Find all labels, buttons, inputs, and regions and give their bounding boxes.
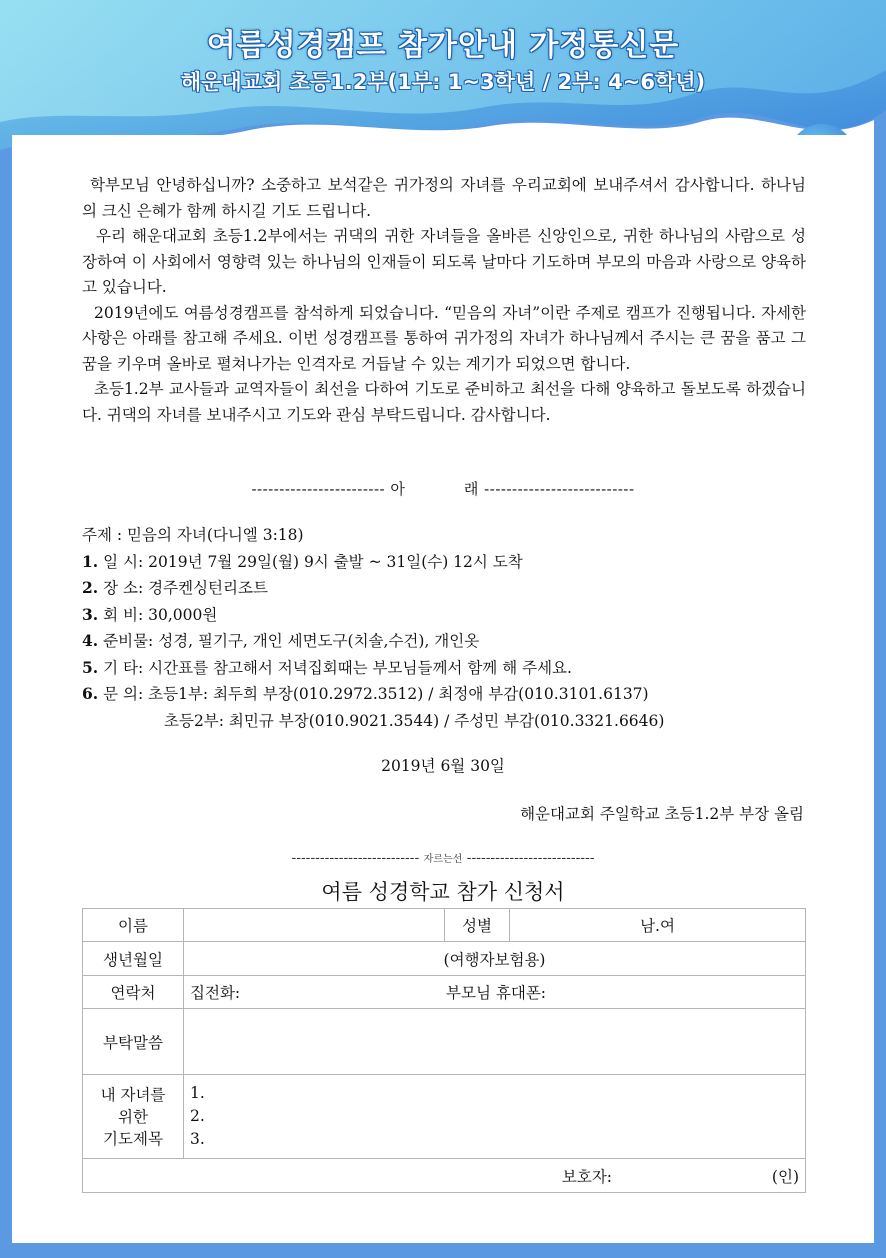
form-row-guardian (83, 1159, 806, 1193)
prayer-field[interactable] (184, 1075, 806, 1159)
guardian-label: 보호자: (561, 1167, 613, 1186)
page-title: 여름성경캠프 참가안내 가정통신문 (206, 28, 680, 63)
detail-text: 장 소: 경주켄싱턴리조트 (103, 579, 268, 597)
issue-date: 2019년 6월 30일 (381, 757, 505, 775)
detail-number: 3. (82, 604, 99, 624)
detail-number: 1. (82, 551, 99, 571)
detail-item-6 (82, 681, 806, 708)
detail-number: 6. (82, 684, 99, 703)
intro-letter (82, 173, 806, 428)
application-form (82, 908, 806, 1193)
prayer-item-1: 1. (190, 1084, 205, 1102)
intro-paragraph-4: 초등1.2부 교사들과 교역자들이 최선을 다하여 기도로 준비하고 최선을 다해 양육하고 돌보도록 하겠습니다. 귀댁의 자녀를 보내주시고 기도와 관심 부탁드립니다. 감사합니다. (82, 380, 806, 424)
detail-text: 문 의: 초등1부: 최두희 부장(010.2972.3512) / 최정애 부감(010.3101.6137) (103, 685, 649, 703)
section-separator (0, 478, 886, 499)
detail-number: 2. (82, 578, 99, 597)
intro-paragraph-2: 우리 해운대교회 초등1.2부에서는 귀댁의 귀한 자녀들을 올바른 신앙인으로, 귀한 하나님의 사람으로 성장하여 이 사회에서 영향력 있는 하나님의 인재들이 되도록 날마다 기도하며 부모의 마음과 사랑으로 양육하고 있습니다. (82, 227, 806, 296)
page-subtitle: 해운대교회 초등1.2부(1부: 1~3학년 / 2부: 4~6학년) (180, 70, 706, 94)
home-phone-label: 집전화: (190, 984, 241, 1002)
detail-number: 4. (82, 631, 99, 650)
detail-item-5 (82, 655, 806, 682)
detail-item-2 (82, 575, 806, 602)
prayer-item-2: 2. (190, 1107, 205, 1125)
detail-text: 회 비: 30,000원 (103, 605, 218, 624)
detail-text: 일 시: 2019년 7월 29일(월) 9시 출발 ~ 31일(수) 12시 도착 (103, 552, 523, 571)
form-title: 여름 성경학교 참가 신청서 (321, 880, 565, 904)
form-row-request (83, 1009, 806, 1075)
intro-paragraph-1: 학부모님 안녕하십니까? 소중하고 보석같은 귀가정의 자녀를 우리교회에 보내주셔서 감사합니다. 하나님의 크신 은혜가 함께 하시길 기도 드립니다. (82, 176, 806, 220)
parent-phone-label: 부모님 휴대폰: (446, 984, 547, 1002)
form-row-birth (83, 942, 806, 976)
camp-theme: 주제 : 믿음의 자녀(다니엘 3:18) (82, 526, 304, 544)
name-label: 이름 (83, 909, 184, 942)
separator-right: 래 --------------------------- (463, 480, 635, 498)
guardian-seal: (인) (771, 1167, 799, 1186)
camp-details (82, 522, 806, 734)
detail-item-4 (82, 628, 806, 655)
guardian-field[interactable] (83, 1159, 806, 1193)
cutline-right: --------------------------- (466, 850, 595, 866)
request-field[interactable] (184, 1009, 806, 1075)
detail-contact-2: 초등2부: 최민규 부장(010.9021.3544) / 주성민 부감(010.3321.6646) (164, 711, 665, 730)
detail-number: 5. (82, 657, 99, 677)
gender-label: 성별 (445, 909, 510, 942)
detail-text: 기 타: 시간표를 참고해서 저녁집회때는 부모님들께서 함께 해 주세요. (103, 658, 572, 677)
cutline-left: --------------------------- (291, 850, 420, 866)
gender-field[interactable]: 남.여 (510, 909, 806, 942)
cut-line (0, 850, 886, 866)
form-row-prayer (83, 1075, 806, 1159)
name-field[interactable] (184, 909, 445, 942)
detail-item-3 (82, 602, 806, 629)
intro-paragraph-3: 2019년에도 여름성경캠프를 참석하게 되었습니다. “믿음의 자녀”이란 주제로 캠프가 진행됩니다. 자세한 사항은 아래를 참고해 주세요. 이번 성경캠프를 통하여 귀가정의 자녀가 하나님께서 주시는 큰 꿈을 품고 그 꿈을 키우며 올바로 펼쳐나가는 인격자로 거듭날 수 있는 계기가 되었으면 합니다. (82, 303, 806, 373)
contact-field[interactable] (184, 976, 806, 1009)
detail-item-1 (82, 549, 806, 576)
detail-text: 준비물: 성경, 필기구, 개인 세면도구(치솔,수건), 개인옷 (103, 632, 480, 650)
prayer-item-3: 3. (190, 1130, 205, 1148)
prayer-label: 내 자녀를 위한 기도제목 (83, 1075, 184, 1159)
birth-label: 생년월일 (83, 942, 184, 976)
form-row-contact (83, 976, 806, 1009)
contact-label: 연락처 (83, 976, 184, 1009)
sender-signature: 해운대교회 주일학교 초등1.2부 부장 올림 (520, 805, 804, 823)
request-label: 부탁말씀 (83, 1009, 184, 1075)
cutline-label: 자르는선 (423, 854, 463, 865)
birth-field[interactable]: (여행자보험용) (184, 942, 806, 976)
separator-left: ------------------------ 아 (251, 480, 406, 498)
form-row-name (83, 909, 806, 942)
